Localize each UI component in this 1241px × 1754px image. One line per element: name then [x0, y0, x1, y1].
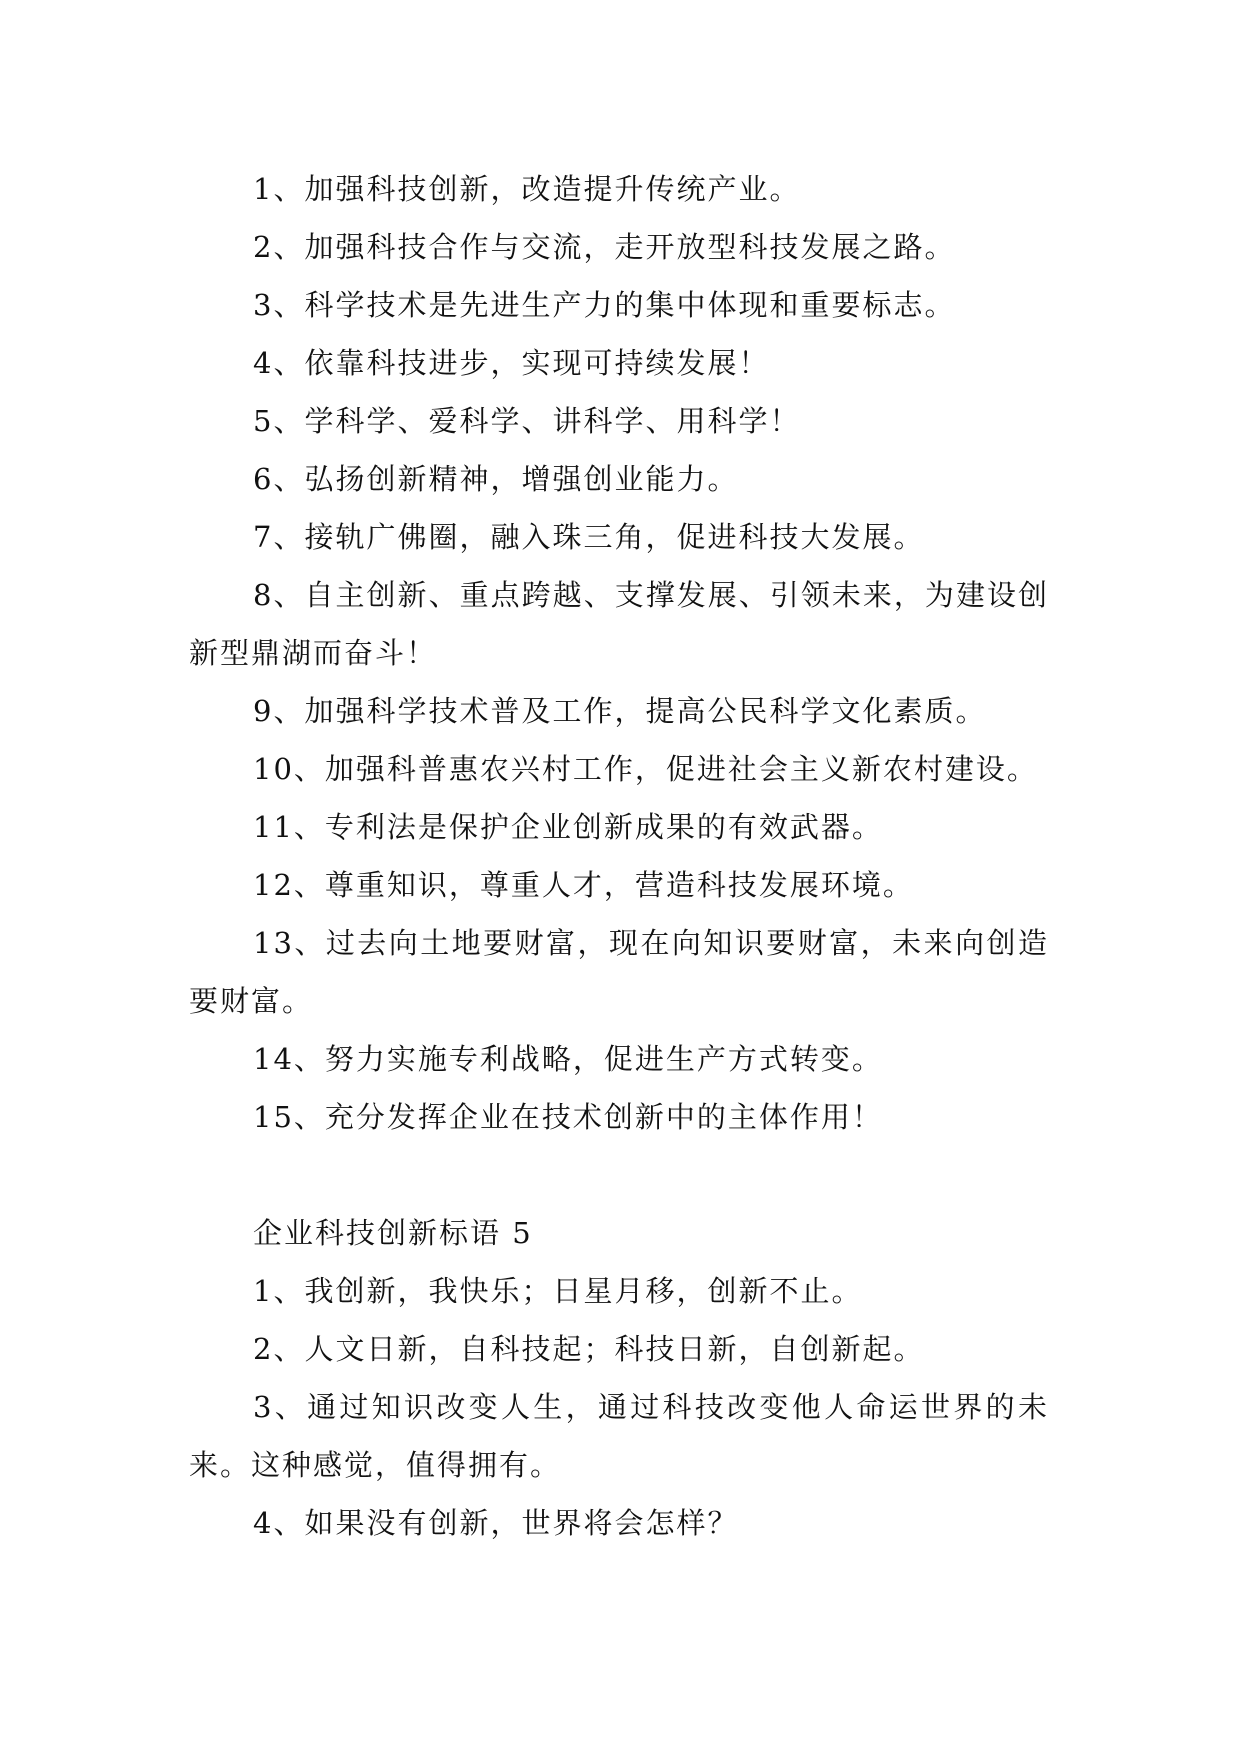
slogan-item: 15、充分发挥企业在技术创新中的主体作用！: [253, 1100, 883, 1134]
slogan-item: 11、专利法是保护企业创新成果的有效武器。: [253, 810, 883, 844]
slogan-item: 1、加强科技创新，改造提升传统产业。: [253, 172, 801, 206]
slogan-item: 13、过去向土地要财富，现在向知识要财富，未来向创造要财富。: [189, 926, 1049, 1018]
slogan-item: 3、科学技术是先进生产力的集中体现和重要标志。: [253, 288, 956, 322]
section-title: 企业科技创新标语 5: [253, 1216, 533, 1250]
slogan-item: 14、努力实施专利战略，促进生产方式转变。: [253, 1042, 883, 1076]
slogan-item: 4、如果没有创新，世界将会怎样？: [253, 1506, 739, 1540]
slogan-item: 2、人文日新，自科技起；科技日新，自创新起。: [253, 1332, 925, 1366]
slogan-item: 10、加强科普惠农兴村工作，促进社会主义新农村建设。: [253, 752, 1038, 786]
slogan-item: 4、依靠科技进步，实现可持续发展！: [253, 346, 770, 380]
document-body: [189, 160, 1049, 1552]
slogan-item: 8、自主创新、重点跨越、支撑发展、引领未来，为建设创新型鼎湖而奋斗！: [189, 578, 1049, 670]
slogan-item: 5、学科学、爱科学、讲科学、用科学！: [253, 404, 801, 438]
slogan-item: 6、弘扬创新精神，增强创业能力。: [253, 462, 739, 496]
slogan-item: 2、加强科技合作与交流，走开放型科技发展之路。: [253, 230, 956, 264]
slogan-item: 9、加强科学技术普及工作，提高公民科学文化素质。: [253, 694, 987, 728]
slogan-item: 3、通过知识改变人生，通过科技改变他人命运世界的未来。这种感觉，值得拥有。: [189, 1390, 1049, 1482]
slogan-item: 12、尊重知识，尊重人才，营造科技发展环境。: [253, 868, 914, 902]
slogan-item: 7、接轨广佛圈，融入珠三角，促进科技大发展。: [253, 520, 925, 554]
slogan-item: 1、我创新，我快乐；日星月移，创新不止。: [253, 1274, 863, 1308]
